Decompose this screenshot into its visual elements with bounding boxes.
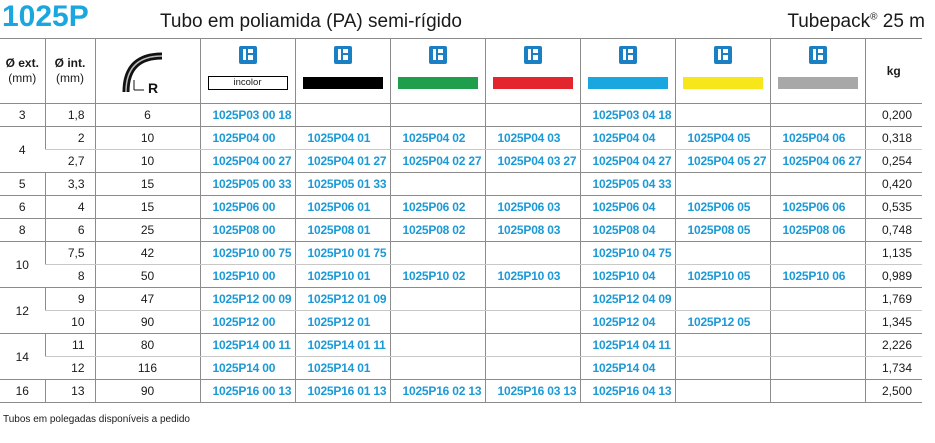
bend-radius: 90 [95,380,200,403]
weight-kg: 0,535 [865,196,922,219]
tubepack-icon [809,46,827,64]
table-row [0,127,922,150]
part-code: 1025P10 00 [200,265,295,288]
int-diameter: 3,3 [45,173,95,196]
part-code: 1025P04 06 27 [770,150,865,173]
part-code: 1025P10 05 [675,265,770,288]
part-code: 1025P10 03 [485,265,580,288]
int-diameter: 6 [45,219,95,242]
part-code: 1025P12 00 09 [200,288,295,311]
int-diameter: 8 [45,265,95,288]
part-code: 1025P12 04 [580,311,675,334]
black-swatch [303,77,383,89]
int-diameter: 4 [45,196,95,219]
kg-label: kg [886,64,901,78]
part-code [675,288,770,311]
part-code: 1025P08 04 [580,219,675,242]
part-code [390,357,485,380]
product-code: 1025P [2,0,89,33]
part-code: 1025P06 05 [675,196,770,219]
tubepack-icon [524,46,542,64]
yellow-swatch [683,77,763,89]
part-code: 1025P05 01 33 [295,173,390,196]
part-code: 1025P12 04 09 [580,288,675,311]
part-code: 1025P08 03 [485,219,580,242]
col-int-diameter [45,39,95,104]
part-code [770,173,865,196]
part-code [770,311,865,334]
weight-kg: 0,989 [865,265,922,288]
int-diameter: 2,7 [45,150,95,173]
part-code [390,242,485,265]
part-code: 1025P14 04 11 [580,334,675,357]
part-code: 1025P10 01 [295,265,390,288]
pack-title [787,11,925,33]
part-code: 1025P06 02 [390,196,485,219]
weight-kg: 1,345 [865,311,922,334]
tubepack-icon [239,46,257,64]
part-code: 1025P04 03 [485,127,580,150]
int-diameter: 1,8 [45,104,95,127]
int-diameter: 2 [45,127,95,150]
radius-label: R [147,80,158,96]
weight-kg: 0,200 [865,104,922,127]
ext-diameter: 16 [0,380,45,403]
title-bar [0,0,935,37]
grey-swatch [778,77,858,89]
part-code: 1025P08 02 [390,219,485,242]
part-code: 1025P12 01 [295,311,390,334]
part-code: 1025P04 04 27 [580,150,675,173]
col-weight [865,39,922,104]
part-code [675,173,770,196]
part-code [485,173,580,196]
part-code: 1025P08 01 [295,219,390,242]
ext-diameter: 14 [0,334,45,380]
bend-radius: 90 [95,311,200,334]
part-code: 1025P12 01 09 [295,288,390,311]
part-code [675,357,770,380]
part-code: 1025P04 03 27 [485,150,580,173]
bend-radius: 47 [95,288,200,311]
part-code: 1025P16 04 13 [580,380,675,403]
part-code: 1025P14 00 [200,357,295,380]
part-code [675,380,770,403]
part-code [770,242,865,265]
bend-radius: 42 [95,242,200,265]
part-code: 1025P04 06 [770,127,865,150]
col-color-black [295,39,390,104]
bend-radius: 25 [95,219,200,242]
part-code [390,104,485,127]
part-code: 1025P08 05 [675,219,770,242]
product-description: Tubo em poliamida (PA) semi-rígido [160,11,462,32]
ext-label: Ø ext. [5,56,39,70]
tubepack-icon [429,46,447,64]
col-bend-radius [95,39,200,104]
product-table [0,38,922,403]
part-code: 1025P12 05 [675,311,770,334]
part-code: 1025P16 03 13 [485,380,580,403]
int-diameter: 9 [45,288,95,311]
bend-radius: 10 [95,127,200,150]
part-code: 1025P12 00 [200,311,295,334]
weight-kg: 2,226 [865,334,922,357]
part-code: 1025P04 00 27 [200,150,295,173]
bend-radius: 15 [95,173,200,196]
int-diameter: 10 [45,311,95,334]
table-row [0,311,922,334]
part-code [770,104,865,127]
tubepack-icon [619,46,637,64]
part-code [770,288,865,311]
table-row [0,173,922,196]
part-code: 1025P08 00 [200,219,295,242]
part-code: 1025P06 03 [485,196,580,219]
table-row [0,196,922,219]
ext-diameter: 6 [0,196,45,219]
table-row [0,104,922,127]
pack-length: 25 m [882,11,925,32]
table-row [0,219,922,242]
part-code: 1025P05 04 33 [580,173,675,196]
part-code: 1025P04 00 [200,127,295,150]
col-color-grey [770,39,865,104]
part-code [675,104,770,127]
part-code [770,357,865,380]
part-code [485,311,580,334]
table-row [0,357,922,380]
part-code: 1025P04 05 27 [675,150,770,173]
part-code: 1025P10 04 75 [580,242,675,265]
incolor-swatch: incolor [208,76,288,90]
int-diameter: 13 [45,380,95,403]
part-code: 1025P04 02 [390,127,485,150]
part-code [675,242,770,265]
part-code [485,242,580,265]
part-code: 1025P16 02 13 [390,380,485,403]
bend-radius: 50 [95,265,200,288]
table-row [0,150,922,173]
ext-diameter: 12 [0,288,45,334]
ext-unit: (mm) [8,71,37,85]
int-diameter: 7,5 [45,242,95,265]
part-code [390,311,485,334]
part-code: 1025P06 04 [580,196,675,219]
bend-radius: 116 [95,357,200,380]
part-code: 1025P14 00 11 [200,334,295,357]
part-code: 1025P14 04 [580,357,675,380]
ext-diameter: 10 [0,242,45,288]
part-code: 1025P14 01 [295,357,390,380]
part-code [390,173,485,196]
int-diameter: 11 [45,334,95,357]
red-swatch [493,77,573,89]
footnote: Tubos em polegadas disponíveis a pedido [3,414,190,425]
ext-diameter: 5 [0,173,45,196]
part-code: 1025P04 05 [675,127,770,150]
part-code: 1025P05 00 33 [200,173,295,196]
bend-radius: 6 [95,104,200,127]
col-color-red [485,39,580,104]
part-code: 1025P03 04 18 [580,104,675,127]
part-code: 1025P04 01 27 [295,150,390,173]
tubepack-icon [714,46,732,64]
weight-kg: 1,135 [865,242,922,265]
bend-radius: 80 [95,334,200,357]
part-code: 1025P10 00 75 [200,242,295,265]
part-code [295,104,390,127]
part-code [770,334,865,357]
part-code: 1025P10 04 [580,265,675,288]
part-code [485,104,580,127]
weight-kg: 0,420 [865,173,922,196]
blue-swatch [588,77,668,89]
bend-radius: 15 [95,196,200,219]
ext-diameter: 8 [0,219,45,242]
col-ext-diameter [0,39,45,104]
col-color-incolor [200,39,295,104]
part-code: 1025P16 01 13 [295,380,390,403]
table-row [0,288,922,311]
part-code: 1025P06 00 [200,196,295,219]
tubepack-icon [334,46,352,64]
part-code [485,288,580,311]
ext-diameter: 4 [0,127,45,173]
table-row [0,265,922,288]
weight-kg: 1,769 [865,288,922,311]
weight-kg: 0,318 [865,127,922,150]
part-code: 1025P10 02 [390,265,485,288]
int-label: Ø int. [54,56,86,70]
part-code: 1025P06 01 [295,196,390,219]
part-code: 1025P10 06 [770,265,865,288]
int-unit: (mm) [56,71,84,85]
part-code: 1025P08 06 [770,219,865,242]
part-code: 1025P14 01 11 [295,334,390,357]
weight-kg: 0,254 [865,150,922,173]
part-code: 1025P03 00 18 [200,104,295,127]
part-code: 1025P10 01 75 [295,242,390,265]
col-color-green [390,39,485,104]
part-code [485,334,580,357]
part-code [485,357,580,380]
part-code [390,334,485,357]
weight-kg: 2,500 [865,380,922,403]
bend-radius: 10 [95,150,200,173]
table-row [0,334,922,357]
ext-diameter: 3 [0,104,45,127]
part-code [770,380,865,403]
col-color-blue [580,39,675,104]
pack-name: Tubepack [787,11,871,32]
col-color-yellow [675,39,770,104]
weight-kg: 1,734 [865,357,922,380]
table-row [0,380,922,403]
part-code: 1025P04 02 27 [390,150,485,173]
part-code: 1025P04 01 [295,127,390,150]
registered-mark: ® [870,11,878,23]
part-code [675,334,770,357]
bend-radius-icon [118,46,178,96]
part-code [390,288,485,311]
int-diameter: 12 [45,357,95,380]
part-code: 1025P04 04 [580,127,675,150]
weight-kg: 0,748 [865,219,922,242]
green-swatch [398,77,478,89]
part-code: 1025P16 00 13 [200,380,295,403]
table-row [0,242,922,265]
part-code: 1025P06 06 [770,196,865,219]
